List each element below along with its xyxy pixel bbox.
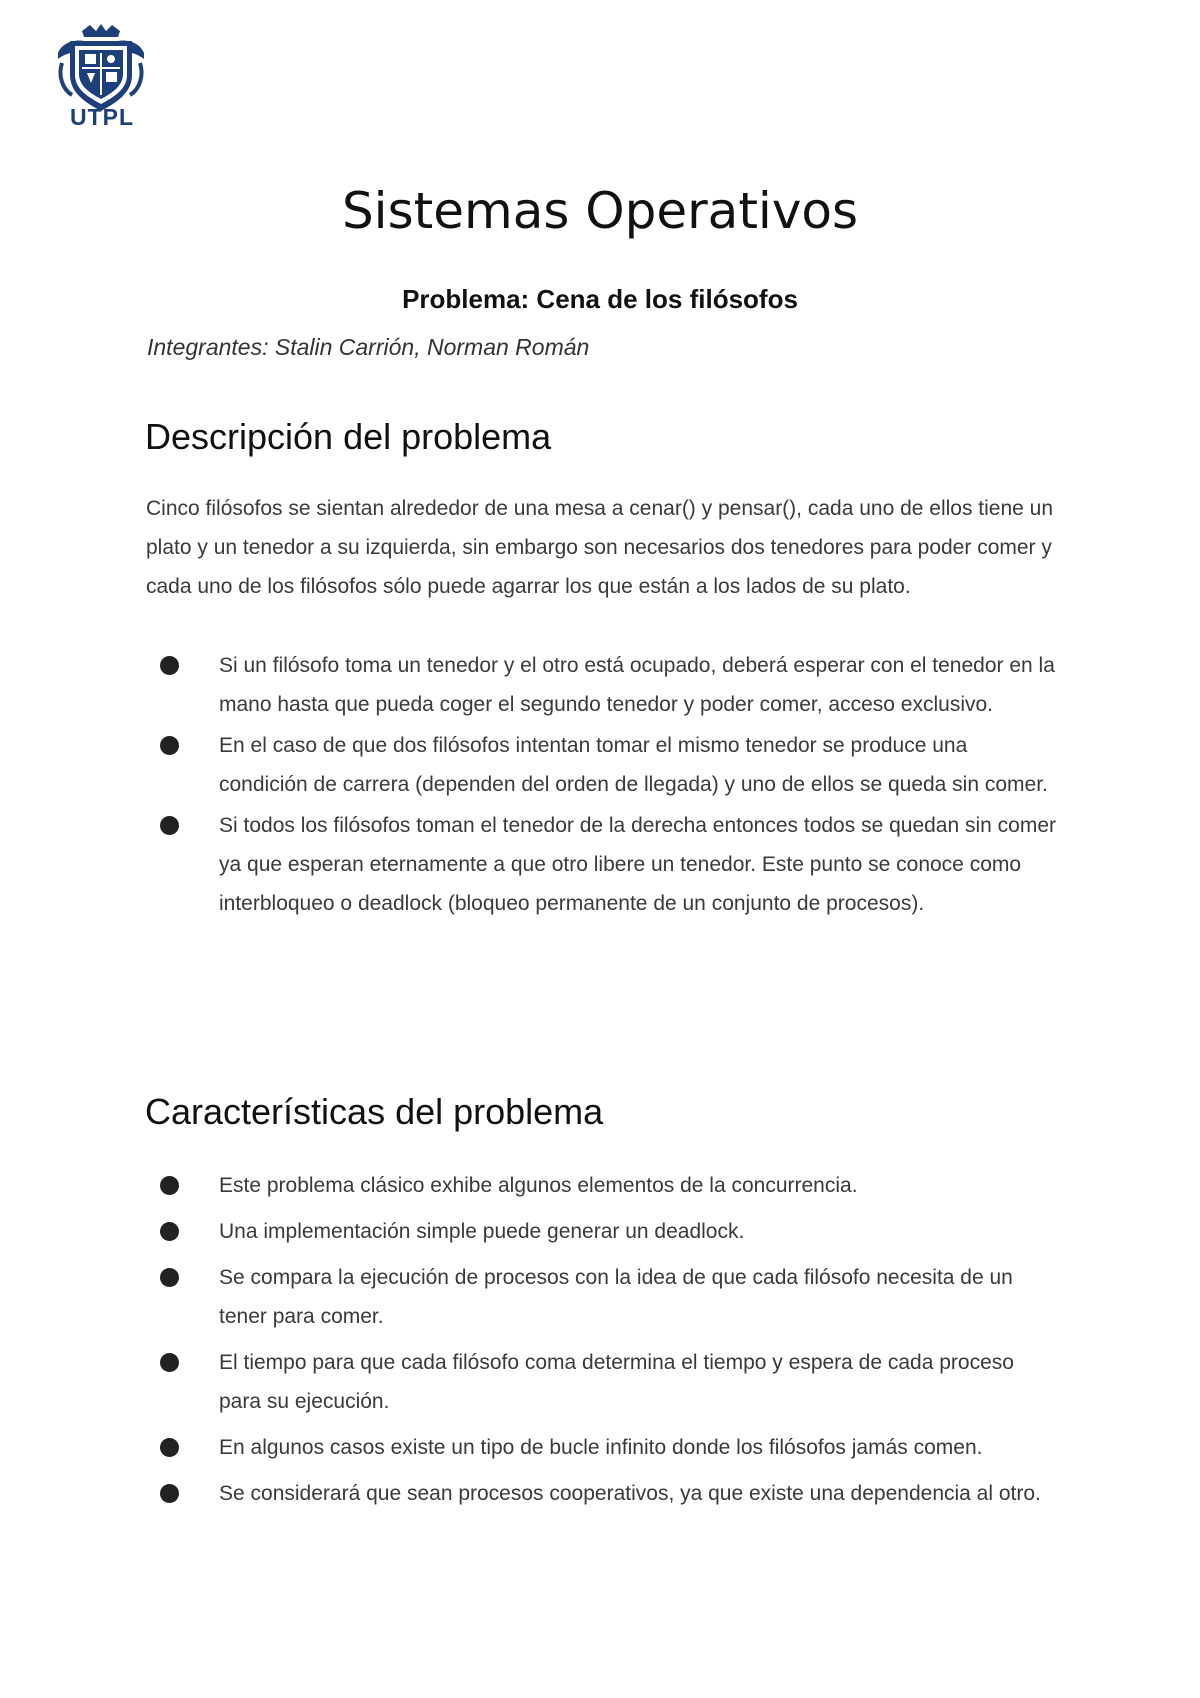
list-item-text: Si un filósofo toma un tenedor y el otro está ocupado, deberá esperar con el tenedor en la mano hasta que pueda coger el segundo tenedor y poder comer, acceso exclusivo. [219, 654, 1055, 716]
list-item [0, 726, 1059, 804]
description-bullet-list [0, 646, 1200, 925]
list-item-text: Una implementación simple puede generar un deadlock. [219, 1220, 745, 1243]
bullet-icon [160, 816, 179, 835]
list-item-text: El tiempo para que cada filósofo coma determina el tiempo y espera de cada proceso para su ejecución. [219, 1351, 1014, 1413]
list-item [0, 1258, 1059, 1336]
list-item-text: Este problema clásico exhibe algunos elementos de la concurrencia. [219, 1174, 858, 1197]
description-paragraph: Cinco filósofos se sientan alrededor de una mesa a cenar() y pensar(), cada uno de ellos tiene un plato y un tenedor a su izquierda, sin embargo son necesarios dos tenedores para poder comer y cada uno de los filósofos sólo puede agarrar los que están a los lados de su plato. [146, 497, 1054, 598]
characteristics-bullet-list [0, 1166, 1200, 1520]
list-item-text: Se considerará que sean procesos cooperativos, ya que existe una dependencia al otro. [219, 1482, 1041, 1505]
list-item [0, 1212, 1059, 1251]
section-heading-description: Descripción del problema [145, 416, 552, 457]
list-item-text: En el caso de que dos filósofos intentan tomar el mismo tenedor se produce una condición de carrera (dependen del orden de llegada) y uno de ellos se queda sin comer. [219, 734, 1048, 796]
bullet-icon [160, 1353, 179, 1372]
list-item [0, 1474, 1059, 1513]
bullet-icon [160, 1484, 179, 1503]
list-item [0, 1166, 1059, 1205]
document-title: Sistemas Operativos [341, 182, 859, 240]
list-item [0, 646, 1059, 724]
bullet-icon [160, 656, 179, 675]
bullet-icon [160, 1176, 179, 1195]
list-item [0, 1428, 1059, 1467]
list-item-text: Si todos los filósofos toman el tenedor de la derecha entonces todos se quedan sin comer ya que esperan eternamente a que otro libere un tenedor. Este punto se conoce como interbloqueo o deadlock (bloqueo permanente de un conjunto de procesos). [219, 814, 1057, 915]
list-item [0, 806, 1059, 923]
list-item [0, 1343, 1059, 1421]
bullet-icon [160, 1268, 179, 1287]
bullet-icon [160, 1222, 179, 1241]
list-item-text: En algunos casos existe un tipo de bucle infinito donde los filósofos jamás comen. [219, 1436, 983, 1459]
section-heading-characteristics: Características del problema [145, 1091, 604, 1132]
document-subtitle: Problema: Cena de los filósofos [402, 284, 798, 314]
logo-text: UTPL [69, 104, 135, 130]
bullet-icon [160, 1438, 179, 1457]
list-item-text: Se compara la ejecución de procesos con la idea de que cada filósofo necesita de un tener para comer. [219, 1266, 1013, 1328]
members-line: Integrantes: Stalin Carrión, Norman Román [147, 334, 590, 360]
bullet-icon [160, 736, 179, 755]
